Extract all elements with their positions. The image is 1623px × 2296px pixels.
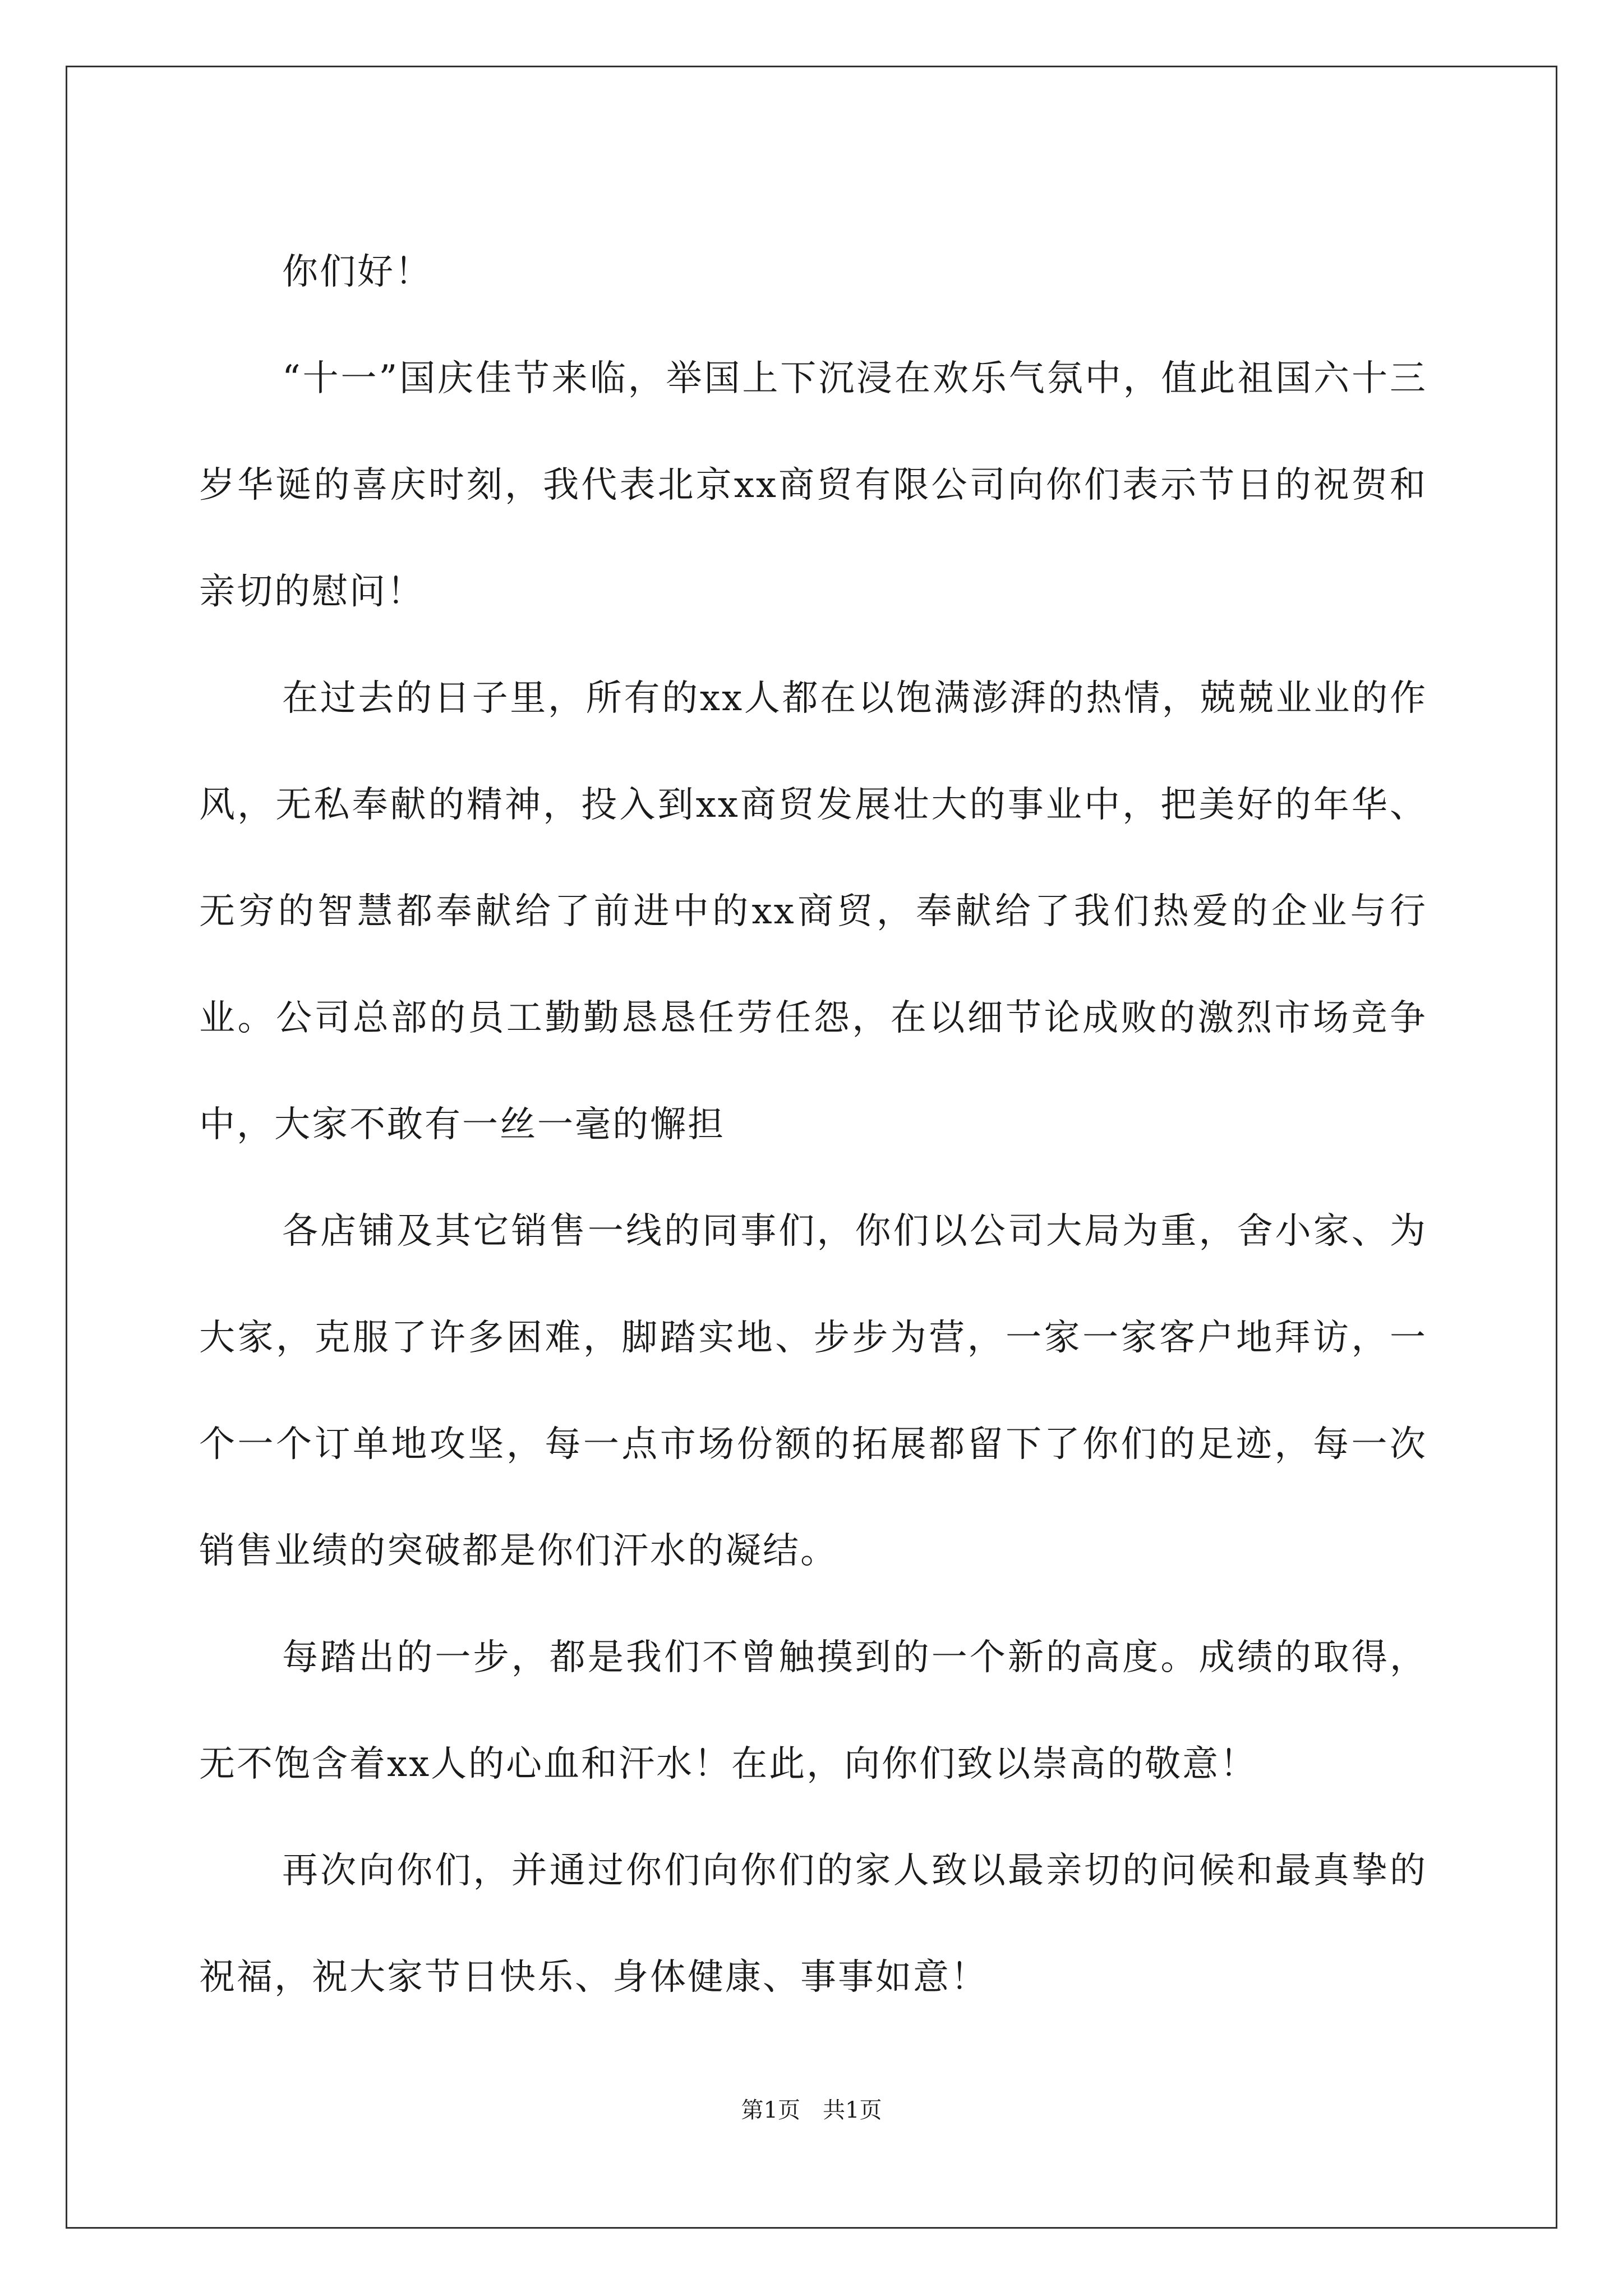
paragraph-past-days: 在过去的日子里，所有的xx人都在以饱满澎湃的热情，兢兢业业的作风，无私奉献的精神，投入到xx商贸发展壮大的事业中，把美好的年华、无穷的智慧都奉献给了前进中的xx商贸，奉献给了我们热爱的企业与行业。公司总部的员工勤勤恳恳任劳任怨，在以细节论成败的激烈市场竞争中，大家不敢有一丝一毫的懈担: [199, 678, 1427, 1145]
page-number-footer: 第1页 共1页: [741, 2097, 882, 2123]
paragraph-sales-colleagues: 各店铺及其它销售一线的同事们，你们以公司大局为重，舍小家、为大家，克服了许多困难，脚踏实地、步步为营，一家一家客户地拜访，一个一个订单地攻坚，每一点市场份额的拓展都留下了你们的足迹，每一次销售业绩的突破都是你们汗水的凝结。: [199, 1211, 1427, 1572]
paragraph-national-day: “十一”国庆佳节来临，举国上下沉浸在欢乐气氛中，值此祖国六十三岁华诞的喜庆时刻，我代表北京xx商贸有限公司向你们表示节日的祝贺和亲切的慰问！: [199, 358, 1427, 613]
paragraph-closing-wishes: 再次向你们，并通过你们向你们的家人致以最亲切的问候和最真挚的祝福，祝大家节日快乐、身体健康、事事如意！: [199, 1850, 1427, 1998]
greeting-paragraph: 你们好！: [282, 251, 432, 293]
document-body: [199, 219, 1427, 2031]
paragraph-achievements: 每踏出的一步，都是我们不曾触摸到的一个新的高度。成绩的取得，无不饱含着xx人的心血和汗水！在此，向你们致以崇高的敬意！: [199, 1637, 1427, 1785]
